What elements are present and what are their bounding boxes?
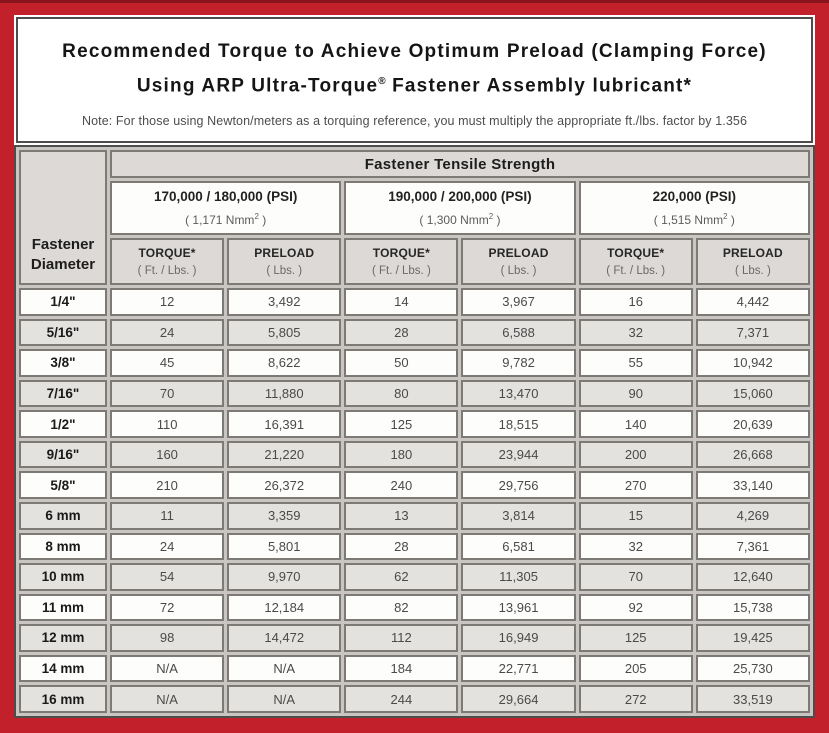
value-cell: 26,668 — [696, 441, 810, 469]
torque-table-container — [14, 145, 815, 718]
psi-label: 190,000 / 200,000 (PSI) — [388, 189, 532, 204]
diameter-cell: 11 mm — [19, 594, 107, 622]
column-label: PRELOAD — [722, 246, 783, 260]
table-row — [19, 563, 810, 591]
value-cell: 29,664 — [461, 685, 575, 713]
value-cell: 13,470 — [461, 380, 575, 408]
value-cell: 15,738 — [696, 594, 810, 622]
table-row — [19, 380, 810, 408]
preload-column-header-2 — [461, 238, 575, 285]
column-unit: ( Ft. / Lbs. ) — [606, 265, 666, 277]
value-cell: 90 — [579, 380, 693, 408]
value-cell: 125 — [344, 410, 458, 438]
table-row — [19, 441, 810, 469]
torque-column-header-1 — [110, 238, 224, 285]
value-cell: 32 — [579, 533, 693, 561]
value-cell: 5,801 — [227, 533, 341, 561]
nmm-superscript: 2 — [723, 212, 728, 221]
value-cell: 26,372 — [227, 471, 341, 499]
value-cell: 18,515 — [461, 410, 575, 438]
value-cell: 92 — [579, 594, 693, 622]
value-cell: 19,425 — [696, 624, 810, 652]
column-unit: ( Ft. / Lbs. ) — [137, 265, 197, 277]
diameter-cell: 3/8" — [19, 349, 107, 377]
value-cell: 23,944 — [461, 441, 575, 469]
diameter-cell: 1/4" — [19, 288, 107, 316]
table-row — [19, 288, 810, 316]
value-cell: 62 — [344, 563, 458, 591]
value-cell: 29,756 — [461, 471, 575, 499]
value-cell: N/A — [227, 655, 341, 683]
value-cell: 6,581 — [461, 533, 575, 561]
value-cell: 110 — [110, 410, 224, 438]
value-cell: 54 — [110, 563, 224, 591]
value-cell: 270 — [579, 471, 693, 499]
fastener-diameter-header — [19, 150, 107, 285]
fastener-diameter-header-line1: Fastener — [31, 235, 95, 253]
value-cell: 15 — [579, 502, 693, 530]
value-cell: 11,305 — [461, 563, 575, 591]
value-cell: 80 — [344, 380, 458, 408]
value-cell: 112 — [344, 624, 458, 652]
table-row — [19, 410, 810, 438]
value-cell: 160 — [110, 441, 224, 469]
nmm-value: ( 1,300 Nmm — [419, 213, 489, 227]
diameter-cell: 6 mm — [19, 502, 107, 530]
torque-table — [14, 145, 815, 718]
value-cell: 7,371 — [696, 319, 810, 347]
value-cell: 13 — [344, 502, 458, 530]
group-header-row — [19, 150, 810, 178]
value-cell: 180 — [344, 441, 458, 469]
value-cell: 82 — [344, 594, 458, 622]
diameter-cell: 12 mm — [19, 624, 107, 652]
value-cell: 45 — [110, 349, 224, 377]
nmm-value: ( 1,515 Nmm — [653, 213, 724, 227]
nmm-close: ) — [727, 213, 735, 227]
torque-column-header-2 — [344, 238, 458, 285]
table-row — [19, 319, 810, 347]
nmm-close: ) — [258, 213, 267, 227]
table-row — [19, 349, 810, 377]
value-cell: 210 — [110, 471, 224, 499]
table-row — [19, 594, 810, 622]
value-cell: 125 — [579, 624, 693, 652]
table-row — [19, 471, 810, 499]
column-unit: ( Lbs. ) — [500, 265, 537, 277]
value-cell: 3,967 — [461, 288, 575, 316]
value-cell: 21,220 — [227, 441, 341, 469]
conversion-note: Note: For those using Newton/meters as a torquing reference, you must multiply the appropriate ft./lbs. factor by 1.356 — [81, 114, 747, 129]
value-cell: 20,639 — [696, 410, 810, 438]
tensile-strength-header: Fastener Tensile Strength — [110, 150, 810, 178]
nmm-close: ) — [493, 213, 501, 227]
table-row — [19, 624, 810, 652]
preload-column-header-1 — [227, 238, 341, 285]
value-cell: 25,730 — [696, 655, 810, 683]
diameter-cell: 9/16" — [19, 441, 107, 469]
value-cell: 24 — [110, 319, 224, 347]
value-cell: 28 — [344, 319, 458, 347]
psi-label: 220,000 (PSI) — [652, 189, 736, 204]
registered-trademark-symbol: ® — [378, 76, 386, 87]
strength-group-190-200 — [344, 181, 575, 235]
diameter-cell: 5/8" — [19, 471, 107, 499]
value-cell: 200 — [579, 441, 693, 469]
diameter-cell: 1/2" — [19, 410, 107, 438]
column-unit: ( Lbs. ) — [266, 265, 303, 277]
value-cell: 22,771 — [461, 655, 575, 683]
value-cell: 72 — [110, 594, 224, 622]
value-cell: 98 — [110, 624, 224, 652]
title-panel — [16, 17, 813, 143]
value-cell: 8,622 — [227, 349, 341, 377]
value-cell: N/A — [227, 685, 341, 713]
value-cell: 11 — [110, 502, 224, 530]
column-unit: ( Ft. / Lbs. ) — [371, 265, 431, 277]
table-row — [19, 655, 810, 683]
value-cell: 70 — [110, 380, 224, 408]
psi-header-row — [19, 181, 810, 235]
frame-top-shade — [0, 0, 829, 3]
value-cell: 240 — [344, 471, 458, 499]
value-cell: 6,588 — [461, 319, 575, 347]
table-row — [19, 533, 810, 561]
value-cell: 50 — [344, 349, 458, 377]
value-cell: 244 — [344, 685, 458, 713]
table-row — [19, 502, 810, 530]
value-cell: 184 — [344, 655, 458, 683]
column-label: TORQUE* — [372, 246, 430, 260]
value-cell: 33,519 — [696, 685, 810, 713]
value-cell: 3,814 — [461, 502, 575, 530]
value-cell: 11,880 — [227, 380, 341, 408]
title-line2-prefix: Using ARP Ultra-Torque — [136, 75, 379, 97]
value-cell: 32 — [579, 319, 693, 347]
value-cell: 33,140 — [696, 471, 810, 499]
column-label: TORQUE* — [607, 246, 665, 260]
value-cell: 12,640 — [696, 563, 810, 591]
column-label: TORQUE* — [138, 246, 196, 260]
value-cell: 14,472 — [227, 624, 341, 652]
value-cell: 10,942 — [696, 349, 810, 377]
value-cell: 5,805 — [227, 319, 341, 347]
value-cell: 28 — [344, 533, 458, 561]
fastener-diameter-header-line2: Diameter — [30, 255, 96, 273]
nmm-label — [346, 212, 573, 227]
diameter-cell: 14 mm — [19, 655, 107, 683]
page-title-line-1: Recommended Torque to Achieve Optimum Preload (Clamping Force) — [62, 41, 767, 62]
title-line2-suffix: Fastener Assembly lubricant* — [385, 75, 693, 97]
nmm-superscript: 2 — [254, 212, 259, 221]
value-cell: 9,970 — [227, 563, 341, 591]
table-row — [19, 685, 810, 713]
value-cell: 3,492 — [227, 288, 341, 316]
strength-group-170-180 — [110, 181, 341, 235]
column-unit: ( Lbs. ) — [734, 265, 771, 277]
diameter-cell: 7/16" — [19, 380, 107, 408]
column-label: PRELOAD — [254, 246, 315, 260]
diameter-cell: 5/16" — [19, 319, 107, 347]
preload-column-header-3 — [696, 238, 810, 285]
value-cell: 7,361 — [696, 533, 810, 561]
diameter-cell: 16 mm — [19, 685, 107, 713]
value-cell: 16 — [579, 288, 693, 316]
value-cell: 24 — [110, 533, 224, 561]
value-cell: 12 — [110, 288, 224, 316]
value-cell: 4,269 — [696, 502, 810, 530]
value-cell: 15,060 — [696, 380, 810, 408]
value-cell: 14 — [344, 288, 458, 316]
nmm-label — [112, 212, 339, 227]
psi-label: 170,000 / 180,000 (PSI) — [153, 189, 298, 204]
column-label: PRELOAD — [488, 246, 549, 260]
value-cell: 13,961 — [461, 594, 575, 622]
value-cell: 12,184 — [227, 594, 341, 622]
value-cell: 55 — [579, 349, 693, 377]
value-cell: 3,359 — [227, 502, 341, 530]
page-title-line-2 — [18, 67, 811, 101]
value-cell: 272 — [579, 685, 693, 713]
value-cell: 140 — [579, 410, 693, 438]
value-cell: 4,442 — [696, 288, 810, 316]
value-cell: 205 — [579, 655, 693, 683]
diameter-cell: 8 mm — [19, 533, 107, 561]
value-cell: 16,949 — [461, 624, 575, 652]
value-cell: N/A — [110, 655, 224, 683]
strength-group-220 — [579, 181, 810, 235]
nmm-superscript: 2 — [488, 212, 494, 221]
column-header-row — [19, 238, 810, 285]
value-cell: 9,782 — [461, 349, 575, 377]
value-cell: 70 — [579, 563, 693, 591]
diameter-cell: 10 mm — [19, 563, 107, 591]
nmm-label — [581, 212, 808, 227]
value-cell: 16,391 — [227, 410, 341, 438]
value-cell: N/A — [110, 685, 224, 713]
torque-column-header-3 — [579, 238, 693, 285]
document-page — [14, 15, 815, 718]
nmm-value: ( 1,171 Nmm — [185, 213, 255, 227]
